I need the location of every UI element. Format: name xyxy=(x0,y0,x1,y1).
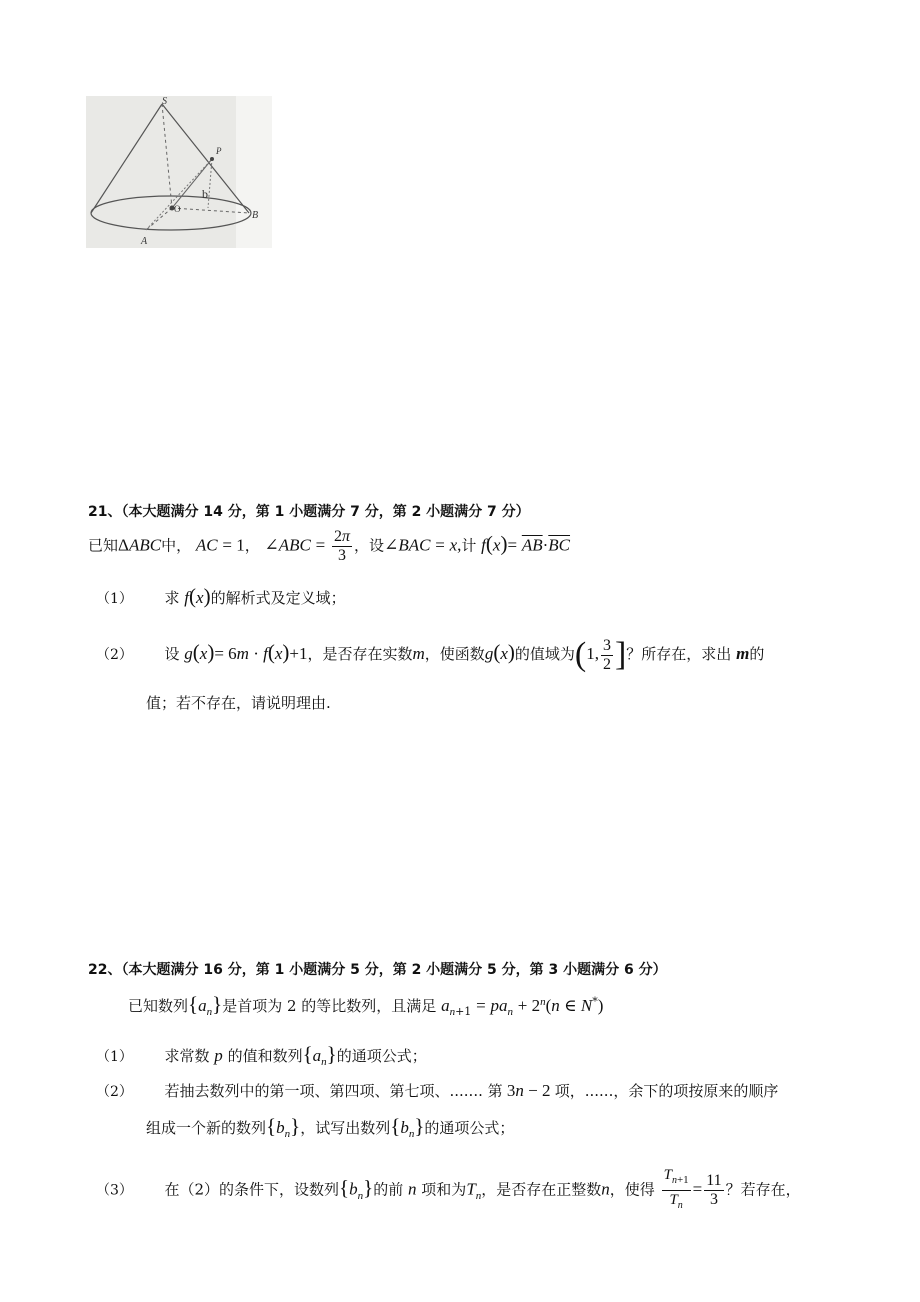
q21-part1: （1） 求 f(x)的解析式及定义域； xyxy=(96,584,346,608)
label-b: B xyxy=(252,210,259,221)
cone-figure xyxy=(86,96,272,248)
q22-part2-line2: 组成一个新的数列$\{b_n\}$，试写出数列$\{b_n\}$的通项公式； xyxy=(146,1114,515,1140)
q21-stem: 已知ΔABC中， AC = 1， ∠ABC = $\frac{2\pi}{3}$ ，设∠BAC = x,计 $f(x)= \overline{AB}\cdot\overline{BC}$ xyxy=(88,528,571,564)
q21-header: 21、（本大题满分 14 分，第 1 小题满分 7 分，第 2 小题满分 7 分） xyxy=(88,504,530,520)
q21-part2-line2: 值；若不存在，请说明理由. xyxy=(146,694,331,712)
q22-part1: （1） 求常数 p 的值和数列$\{a_n\}$的通项公式； xyxy=(96,1042,427,1068)
q22-header: 22、（本大题满分 16 分，第 1 小题满分 5 分，第 2 小题满分 5 分，第 3 小题满分 6 分） xyxy=(88,962,667,978)
label-o: O xyxy=(174,204,181,214)
label-p: P xyxy=(216,146,222,156)
q21-part2: （2） 设 g(x)= 6m · f(x)+1，是否存在实数m，使函数g(x)的值域为(1, $\frac{3}{2}$ ]？所存在，求出 m的 xyxy=(96,636,765,673)
label-s: S xyxy=(162,96,167,107)
q22-part2: （2） 若抽去数列中的第一项、第四项、第七项、....... 第 3n − 2 项，......，余下的项按原来的顺序 xyxy=(96,1081,779,1100)
label-a: A xyxy=(141,236,148,247)
q22-stem: 已知数列$\{a_n\}$是首项为 2 的等比数列，且满足 $a_{n+1} = pa_n + 2^n(n$ ∈ N*) xyxy=(128,992,604,1018)
label-b-small: b xyxy=(202,187,208,201)
q22-part3: （3） 在（2）的条件下，设数列$\{b_n\}$的前 n 项和为$T_n$，是否存在正整数n，使得 $\frac{T_{n+1}}{T_n}$ = $\frac{11}{3}$ ？若存在， xyxy=(96,1167,801,1212)
